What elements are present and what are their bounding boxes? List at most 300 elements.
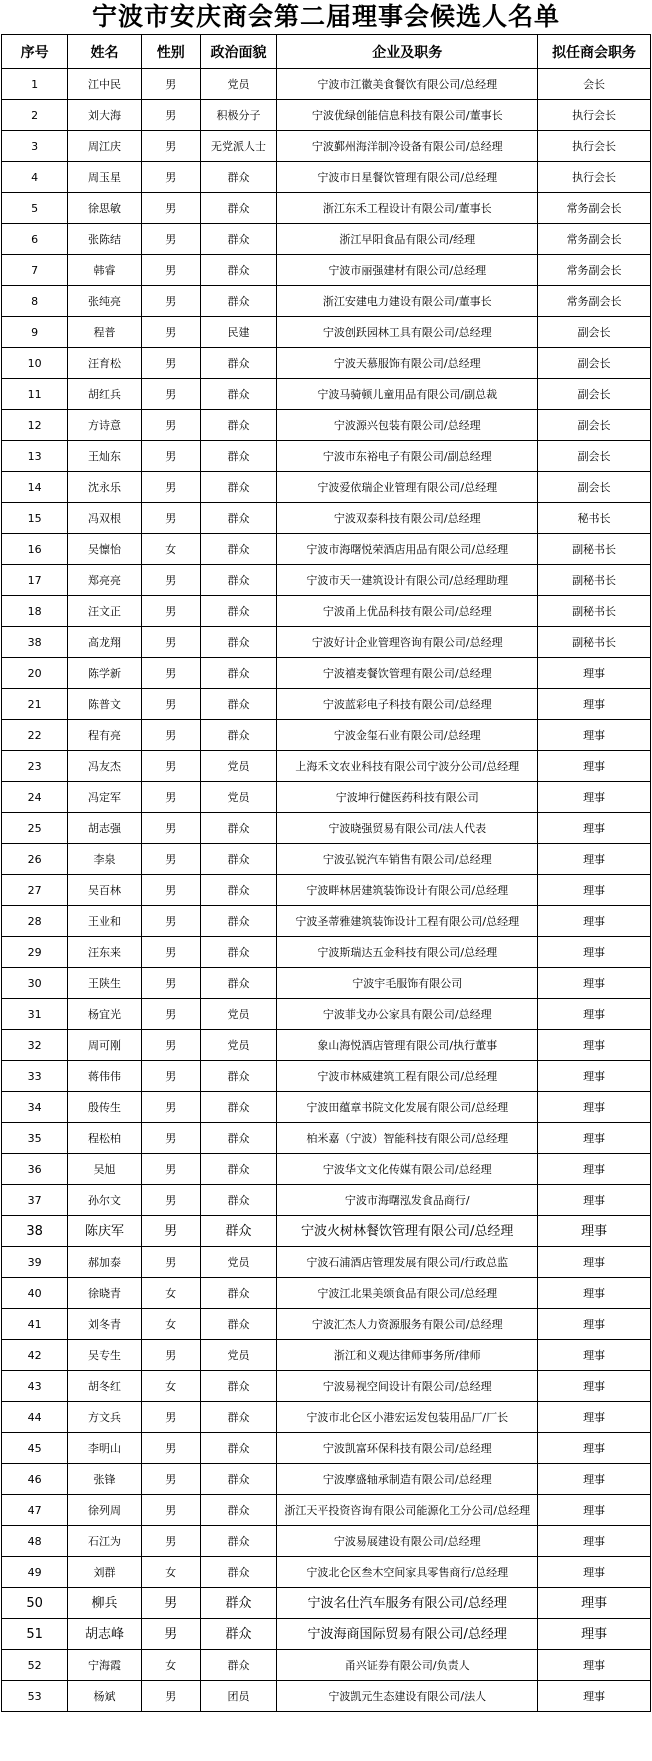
cell-gender: 女	[141, 1278, 200, 1309]
cell-political: 无党派人士	[200, 131, 277, 162]
cell-no: 28	[2, 906, 68, 937]
cell-no: 5	[2, 193, 68, 224]
cell-company: 宁波金玺石业有限公司/总经理	[277, 720, 538, 751]
table-row	[2, 1526, 651, 1557]
cell-role: 常务副会长	[538, 286, 651, 317]
cell-company: 宁波易视空间设计有限公司/总经理	[277, 1371, 538, 1402]
cell-no: 12	[2, 410, 68, 441]
cell-gender: 女	[141, 534, 200, 565]
cell-role: 理事	[538, 1216, 651, 1247]
cell-company: 宁波摩盛轴承制造有限公司/总经理	[277, 1464, 538, 1495]
cell-name: 李泉	[68, 844, 141, 875]
cell-name: 郝加泰	[68, 1247, 141, 1278]
cell-role: 秘书长	[538, 503, 651, 534]
cell-political: 群众	[200, 503, 277, 534]
cell-no: 25	[2, 813, 68, 844]
table-row	[2, 472, 651, 503]
cell-role: 执行会长	[538, 100, 651, 131]
cell-company: 甬兴证券有限公司/负责人	[277, 1650, 538, 1681]
cell-name: 王业和	[68, 906, 141, 937]
cell-no: 35	[2, 1123, 68, 1154]
cell-company: 宁波菲戈办公家具有限公司/总经理	[277, 999, 538, 1030]
cell-name: 杨宜光	[68, 999, 141, 1030]
cell-political: 群众	[200, 1464, 277, 1495]
cell-gender: 男	[141, 1433, 200, 1464]
cell-gender: 男	[141, 1216, 200, 1247]
cell-political: 党员	[200, 69, 277, 100]
cell-name: 孙尔文	[68, 1185, 141, 1216]
cell-gender: 男	[141, 1681, 200, 1712]
cell-company: 宁波市丽强建材有限公司/总经理	[277, 255, 538, 286]
cell-gender: 男	[141, 1092, 200, 1123]
cell-name: 方诗意	[68, 410, 141, 441]
cell-role: 副秘书长	[538, 565, 651, 596]
cell-political: 民建	[200, 317, 277, 348]
cell-role: 理事	[538, 1681, 651, 1712]
cell-no: 18	[2, 596, 68, 627]
cell-company: 宁波市海曙泓发食品商行/	[277, 1185, 538, 1216]
cell-political: 群众	[200, 193, 277, 224]
cell-gender: 男	[141, 1464, 200, 1495]
cell-political: 党员	[200, 1340, 277, 1371]
cell-no: 13	[2, 441, 68, 472]
cell-company: 宁波弘锐汽车销售有限公司/总经理	[277, 844, 538, 875]
cell-company: 宁波市林威建筑工程有限公司/总经理	[277, 1061, 538, 1092]
cell-name: 陈庆军	[68, 1216, 141, 1247]
cell-role: 理事	[538, 1061, 651, 1092]
cell-role: 副会长	[538, 379, 651, 410]
cell-gender: 男	[141, 751, 200, 782]
cell-company: 宁波宇毛服饰有限公司	[277, 968, 538, 999]
cell-political: 党员	[200, 1030, 277, 1061]
table-row	[2, 1433, 651, 1464]
cell-role: 执行会长	[538, 131, 651, 162]
cell-gender: 男	[141, 844, 200, 875]
cell-gender: 男	[141, 1123, 200, 1154]
cell-gender: 男	[141, 317, 200, 348]
cell-political: 群众	[200, 844, 277, 875]
table-row	[2, 162, 651, 193]
cell-name: 汪东来	[68, 937, 141, 968]
cell-political: 群众	[200, 875, 277, 906]
cell-gender: 男	[141, 906, 200, 937]
header-role: 拟任商会职务	[538, 35, 651, 69]
cell-no: 41	[2, 1309, 68, 1340]
cell-no: 20	[2, 658, 68, 689]
cell-no: 33	[2, 1061, 68, 1092]
table-row	[2, 968, 651, 999]
table-row	[2, 844, 651, 875]
cell-company: 宁波好计企业管理咨询有限公司/总经理	[277, 627, 538, 658]
table-row	[2, 1464, 651, 1495]
cell-no: 23	[2, 751, 68, 782]
table-row	[2, 1278, 651, 1309]
cell-gender: 男	[141, 1247, 200, 1278]
cell-name: 程普	[68, 317, 141, 348]
cell-company: 宁波市江徽美食餐饮有限公司/总经理	[277, 69, 538, 100]
cell-no: 10	[2, 348, 68, 379]
cell-political: 群众	[200, 1495, 277, 1526]
cell-gender: 男	[141, 1526, 200, 1557]
cell-gender: 男	[141, 224, 200, 255]
cell-name: 徐列周	[68, 1495, 141, 1526]
table-row	[2, 286, 651, 317]
cell-no: 26	[2, 844, 68, 875]
cell-no: 43	[2, 1371, 68, 1402]
cell-name: 刘群	[68, 1557, 141, 1588]
cell-no: 4	[2, 162, 68, 193]
cell-company: 宁波市日星餐饮管理有限公司/总经理	[277, 162, 538, 193]
cell-role: 理事	[538, 813, 651, 844]
cell-company: 宁波晓强贸易有限公司/法人代表	[277, 813, 538, 844]
cell-political: 群众	[200, 348, 277, 379]
table-row	[2, 689, 651, 720]
cell-gender: 男	[141, 193, 200, 224]
cell-gender: 男	[141, 875, 200, 906]
cell-company: 柏米嘉（宁波）智能科技有限公司/总经理	[277, 1123, 538, 1154]
cell-role: 理事	[538, 1495, 651, 1526]
cell-no: 14	[2, 472, 68, 503]
cell-company: 宁波海商国际贸易有限公司/总经理	[277, 1619, 538, 1650]
cell-role: 理事	[538, 1650, 651, 1681]
cell-role: 理事	[538, 1309, 651, 1340]
cell-name: 周可刚	[68, 1030, 141, 1061]
table-row	[2, 906, 651, 937]
cell-gender: 男	[141, 1402, 200, 1433]
cell-name: 周玉星	[68, 162, 141, 193]
cell-no: 44	[2, 1402, 68, 1433]
cell-gender: 男	[141, 1495, 200, 1526]
cell-no: 48	[2, 1526, 68, 1557]
table-row	[2, 1123, 651, 1154]
cell-name: 吴旭	[68, 1154, 141, 1185]
cell-no: 27	[2, 875, 68, 906]
table-row	[2, 937, 651, 968]
cell-role: 副秘书长	[538, 596, 651, 627]
cell-gender: 男	[141, 999, 200, 1030]
cell-gender: 男	[141, 968, 200, 999]
candidate-table	[1, 34, 651, 1712]
cell-role: 理事	[538, 1371, 651, 1402]
cell-role: 理事	[538, 1526, 651, 1557]
cell-political: 群众	[200, 1154, 277, 1185]
table-row	[2, 1309, 651, 1340]
cell-name: 程松柏	[68, 1123, 141, 1154]
cell-gender: 男	[141, 1030, 200, 1061]
cell-name: 冯定军	[68, 782, 141, 813]
cell-no: 21	[2, 689, 68, 720]
cell-name: 张锋	[68, 1464, 141, 1495]
cell-role: 理事	[538, 1619, 651, 1650]
cell-name: 殷传生	[68, 1092, 141, 1123]
cell-political: 群众	[200, 1371, 277, 1402]
cell-company: 宁波禧麦餐饮管理有限公司/总经理	[277, 658, 538, 689]
cell-gender: 男	[141, 131, 200, 162]
cell-political: 群众	[200, 1061, 277, 1092]
cell-role: 副会长	[538, 317, 651, 348]
cell-gender: 男	[141, 441, 200, 472]
cell-political: 群众	[200, 658, 277, 689]
cell-gender: 男	[141, 255, 200, 286]
cell-political: 群众	[200, 472, 277, 503]
cell-company: 宁波创跃园林工具有限公司/总经理	[277, 317, 538, 348]
cell-gender: 男	[141, 1619, 200, 1650]
cell-political: 群众	[200, 162, 277, 193]
cell-company: 宁波爱依瑞企业管理有限公司/总经理	[277, 472, 538, 503]
cell-no: 1	[2, 69, 68, 100]
table-row	[2, 1340, 651, 1371]
header-name: 姓名	[68, 35, 141, 69]
cell-no: 11	[2, 379, 68, 410]
cell-role: 理事	[538, 906, 651, 937]
cell-gender: 男	[141, 596, 200, 627]
cell-company: 宁波市海曙悦荣酒店用品有限公司/总经理	[277, 534, 538, 565]
table-row	[2, 658, 651, 689]
cell-company: 宁波源兴包装有限公司/总经理	[277, 410, 538, 441]
cell-role: 理事	[538, 937, 651, 968]
cell-name: 汪育松	[68, 348, 141, 379]
cell-company: 宁波天慕服饰有限公司/总经理	[277, 348, 538, 379]
table-row	[2, 1030, 651, 1061]
cell-gender: 女	[141, 1371, 200, 1402]
cell-political: 群众	[200, 968, 277, 999]
cell-role: 理事	[538, 689, 651, 720]
cell-political: 群众	[200, 689, 277, 720]
cell-role: 理事	[538, 875, 651, 906]
cell-gender: 男	[141, 503, 200, 534]
cell-name: 刘大海	[68, 100, 141, 131]
cell-role: 理事	[538, 1030, 651, 1061]
table-row	[2, 1154, 651, 1185]
cell-company: 宁波鄞州海洋制冷设备有限公司/总经理	[277, 131, 538, 162]
table-row	[2, 999, 651, 1030]
cell-no: 45	[2, 1433, 68, 1464]
cell-no: 3	[2, 131, 68, 162]
cell-role: 理事	[538, 1247, 651, 1278]
table-row	[2, 1185, 651, 1216]
cell-no: 53	[2, 1681, 68, 1712]
cell-role: 常务副会长	[538, 193, 651, 224]
cell-gender: 男	[141, 379, 200, 410]
cell-role: 副会长	[538, 348, 651, 379]
cell-company: 象山海悦酒店管理有限公司/执行董事	[277, 1030, 538, 1061]
cell-company: 浙江安建电力建设有限公司/董事长	[277, 286, 538, 317]
cell-no: 52	[2, 1650, 68, 1681]
table-row	[2, 813, 651, 844]
cell-company: 宁波华文文化传媒有限公司/总经理	[277, 1154, 538, 1185]
cell-political: 群众	[200, 1216, 277, 1247]
cell-role: 理事	[538, 1185, 651, 1216]
table-row	[2, 720, 651, 751]
cell-political: 群众	[200, 1526, 277, 1557]
cell-no: 39	[2, 1247, 68, 1278]
cell-name: 胡志强	[68, 813, 141, 844]
cell-political: 群众	[200, 937, 277, 968]
table-row	[2, 1650, 651, 1681]
cell-name: 胡冬红	[68, 1371, 141, 1402]
cell-name: 吴百林	[68, 875, 141, 906]
table-body	[2, 69, 651, 1712]
cell-political: 群众	[200, 1123, 277, 1154]
table-row	[2, 1681, 651, 1712]
cell-company: 宁波名仕汽车服务有限公司/总经理	[277, 1588, 538, 1619]
cell-name: 石江为	[68, 1526, 141, 1557]
cell-name: 沈永乐	[68, 472, 141, 503]
cell-company: 上海禾文农业科技有限公司宁波分公司/总经理	[277, 751, 538, 782]
table-row	[2, 1092, 651, 1123]
cell-role: 理事	[538, 1092, 651, 1123]
cell-political: 党员	[200, 1247, 277, 1278]
cell-role: 理事	[538, 999, 651, 1030]
cell-company: 宁波畔林居建筑装饰设计有限公司/总经理	[277, 875, 538, 906]
table-row	[2, 1495, 651, 1526]
cell-name: 吴懔怡	[68, 534, 141, 565]
cell-gender: 男	[141, 348, 200, 379]
table-row	[2, 534, 651, 565]
cell-political: 党员	[200, 751, 277, 782]
cell-company: 宁波市北仑区小港宏运发包装用品厂/厂长	[277, 1402, 538, 1433]
table-row	[2, 193, 651, 224]
cell-gender: 男	[141, 286, 200, 317]
cell-political: 群众	[200, 255, 277, 286]
cell-role: 副会长	[538, 410, 651, 441]
cell-company: 浙江东禾工程设计有限公司/董事长	[277, 193, 538, 224]
cell-political: 群众	[200, 1309, 277, 1340]
cell-company: 宁波马骑顿儿童用品有限公司/副总裁	[277, 379, 538, 410]
cell-name: 吴专生	[68, 1340, 141, 1371]
cell-company: 宁波坤行健医药科技有限公司	[277, 782, 538, 813]
cell-gender: 男	[141, 937, 200, 968]
cell-no: 7	[2, 255, 68, 286]
table-row	[2, 1061, 651, 1092]
cell-gender: 男	[141, 1340, 200, 1371]
cell-gender: 男	[141, 100, 200, 131]
table-row	[2, 1619, 651, 1650]
cell-political: 群众	[200, 1619, 277, 1650]
cell-gender: 男	[141, 69, 200, 100]
cell-political: 群众	[200, 224, 277, 255]
cell-role: 副秘书长	[538, 627, 651, 658]
cell-name: 张陈结	[68, 224, 141, 255]
cell-no: 51	[2, 1619, 68, 1650]
cell-company: 宁波汇杰人力资源服务有限公司/总经理	[277, 1309, 538, 1340]
cell-name: 陈学新	[68, 658, 141, 689]
cell-political: 党员	[200, 782, 277, 813]
cell-gender: 男	[141, 1185, 200, 1216]
cell-company: 宁波圣蒂雅建筑装饰设计工程有限公司/总经理	[277, 906, 538, 937]
cell-role: 副会长	[538, 472, 651, 503]
cell-no: 29	[2, 937, 68, 968]
cell-no: 2	[2, 100, 68, 131]
cell-company: 宁波火树林餐饮管理有限公司/总经理	[277, 1216, 538, 1247]
cell-no: 38	[2, 627, 68, 658]
cell-political: 群众	[200, 565, 277, 596]
cell-name: 宁海霞	[68, 1650, 141, 1681]
cell-company: 宁波北仑区叁木空间家具零售商行/总经理	[277, 1557, 538, 1588]
cell-role: 理事	[538, 1464, 651, 1495]
header-company: 企业及职务	[277, 35, 538, 69]
cell-political: 群众	[200, 1185, 277, 1216]
cell-role: 执行会长	[538, 162, 651, 193]
cell-role: 常务副会长	[538, 255, 651, 286]
cell-role: 副会长	[538, 441, 651, 472]
cell-role: 理事	[538, 1154, 651, 1185]
cell-political: 积极分子	[200, 100, 277, 131]
cell-company: 宁波优绿创能信息科技有限公司/董事长	[277, 100, 538, 131]
cell-name: 柳兵	[68, 1588, 141, 1619]
cell-no: 47	[2, 1495, 68, 1526]
cell-name: 方文兵	[68, 1402, 141, 1433]
cell-name: 刘冬青	[68, 1309, 141, 1340]
table-row	[2, 255, 651, 286]
cell-political: 群众	[200, 1433, 277, 1464]
cell-role: 理事	[538, 1340, 651, 1371]
cell-no: 32	[2, 1030, 68, 1061]
cell-no: 6	[2, 224, 68, 255]
cell-no: 8	[2, 286, 68, 317]
cell-gender: 男	[141, 1061, 200, 1092]
cell-role: 会长	[538, 69, 651, 100]
cell-role: 理事	[538, 968, 651, 999]
cell-political: 群众	[200, 906, 277, 937]
cell-political: 群众	[200, 286, 277, 317]
cell-political: 群众	[200, 1402, 277, 1433]
cell-name: 蒋伟伟	[68, 1061, 141, 1092]
cell-political: 群众	[200, 596, 277, 627]
table-row	[2, 1588, 651, 1619]
header-no: 序号	[2, 35, 68, 69]
cell-no: 22	[2, 720, 68, 751]
cell-political: 群众	[200, 1278, 277, 1309]
cell-role: 理事	[538, 782, 651, 813]
cell-gender: 男	[141, 162, 200, 193]
cell-role: 理事	[538, 658, 651, 689]
cell-political: 群众	[200, 627, 277, 658]
cell-company: 宁波凯富环保科技有限公司/总经理	[277, 1433, 538, 1464]
cell-name: 冯双根	[68, 503, 141, 534]
cell-no: 9	[2, 317, 68, 348]
cell-name: 胡志峰	[68, 1619, 141, 1650]
cell-no: 49	[2, 1557, 68, 1588]
cell-role: 理事	[538, 1588, 651, 1619]
cell-gender: 男	[141, 1588, 200, 1619]
cell-gender: 女	[141, 1557, 200, 1588]
cell-company: 浙江和义观达律师事务所/律师	[277, 1340, 538, 1371]
cell-company: 宁波易展建设有限公司/总经理	[277, 1526, 538, 1557]
cell-no: 40	[2, 1278, 68, 1309]
cell-no: 17	[2, 565, 68, 596]
table-row	[2, 565, 651, 596]
table-row	[2, 410, 651, 441]
cell-company: 浙江天平投资咨询有限公司能源化工分公司/总经理	[277, 1495, 538, 1526]
cell-role: 理事	[538, 1557, 651, 1588]
cell-name: 江中民	[68, 69, 141, 100]
cell-political: 团员	[200, 1681, 277, 1712]
table-row	[2, 596, 651, 627]
table-row	[2, 100, 651, 131]
table-row	[2, 131, 651, 162]
cell-gender: 男	[141, 782, 200, 813]
cell-name: 汪文正	[68, 596, 141, 627]
cell-role: 常务副会长	[538, 224, 651, 255]
table-row	[2, 751, 651, 782]
cell-gender: 男	[141, 689, 200, 720]
cell-company: 宁波斯瑞达五金科技有限公司/总经理	[277, 937, 538, 968]
cell-name: 胡红兵	[68, 379, 141, 410]
cell-political: 群众	[200, 1557, 277, 1588]
cell-no: 24	[2, 782, 68, 813]
table-row	[2, 782, 651, 813]
